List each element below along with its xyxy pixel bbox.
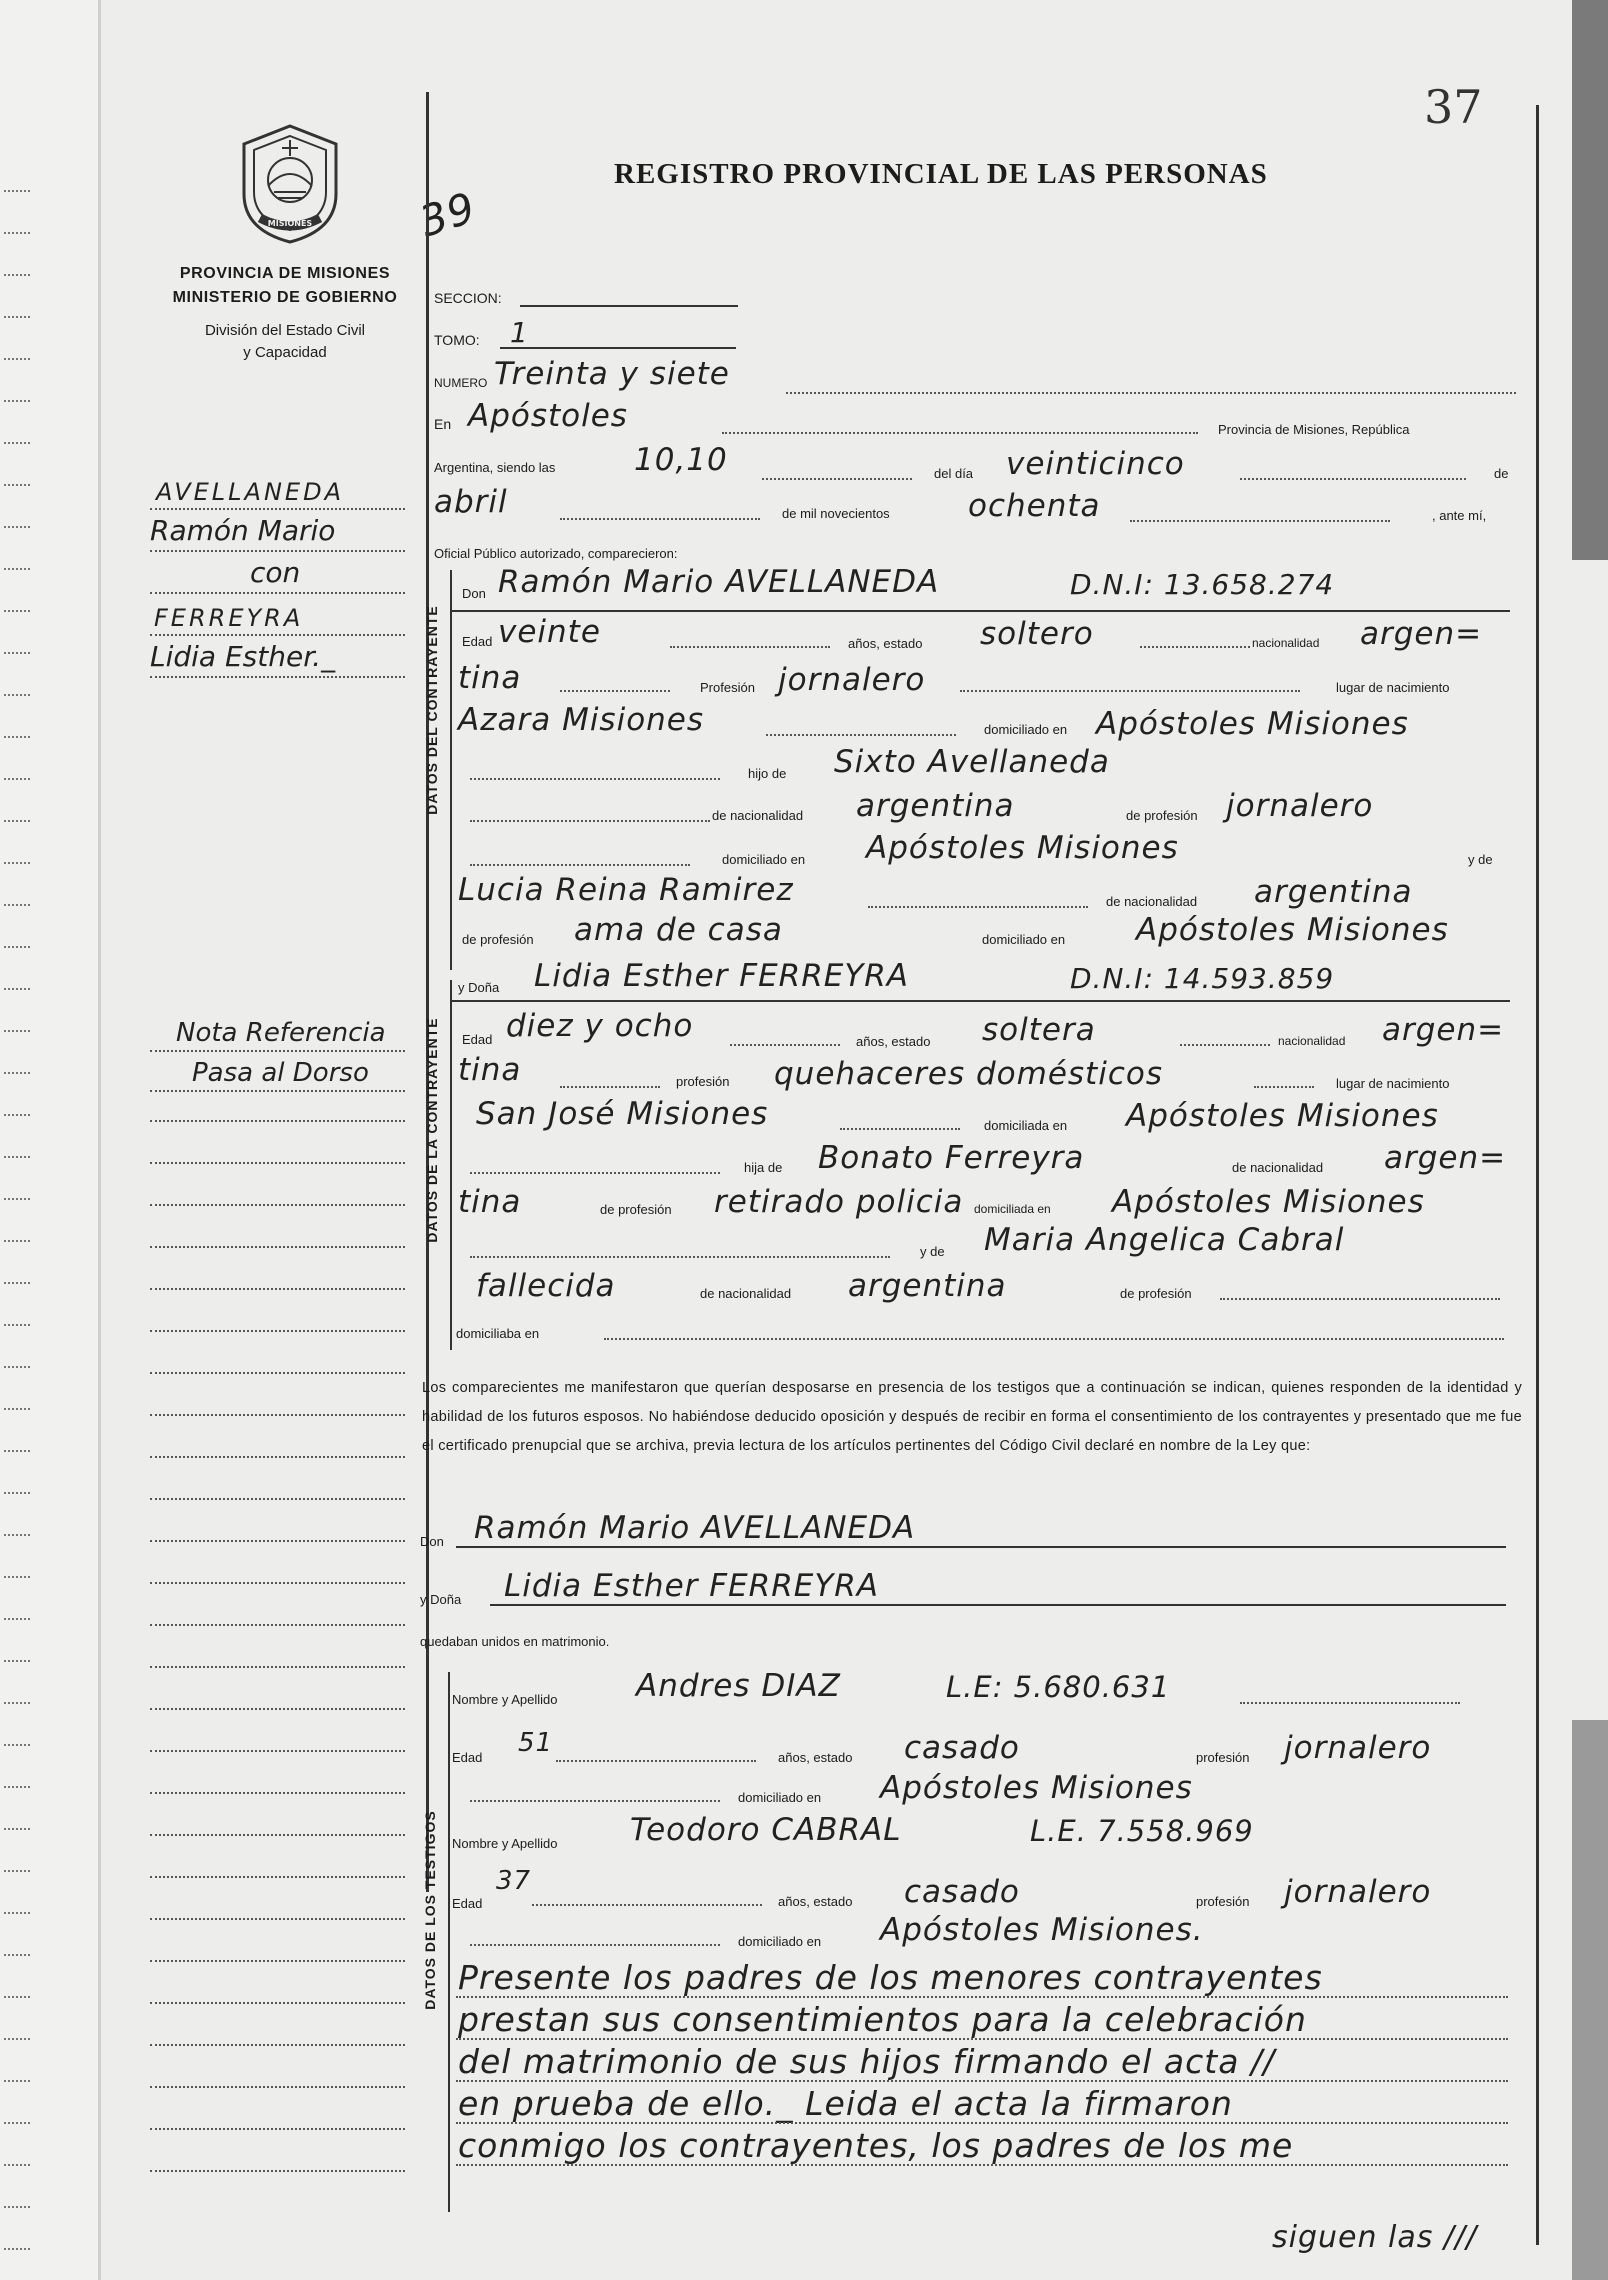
witness1-prof: jornalero bbox=[1284, 1730, 1432, 1766]
margin-rule bbox=[150, 1050, 405, 1052]
fill-line bbox=[762, 478, 912, 480]
groom-madre-prof: ama de casa bbox=[574, 912, 783, 948]
provincial-seal-icon bbox=[236, 122, 344, 246]
fill-line bbox=[604, 1338, 1504, 1340]
y-de-label: y de bbox=[920, 1244, 945, 1259]
org-line: MINISTERIO DE GOBIERNO bbox=[172, 289, 398, 306]
fill-line bbox=[1240, 1702, 1460, 1704]
fill-line bbox=[532, 1904, 762, 1906]
domiciliada-label: domiciliada en bbox=[984, 1118, 1068, 1133]
fill-line bbox=[1180, 1044, 1270, 1046]
margin-rule bbox=[150, 1246, 405, 1248]
witness2-prof: jornalero bbox=[1284, 1874, 1432, 1910]
margin-rule bbox=[150, 1750, 405, 1752]
witness2-dom: Apóstoles Misiones. bbox=[880, 1912, 1204, 1948]
strip-dash bbox=[4, 526, 30, 528]
domiciliada-label: domiciliada en bbox=[974, 1202, 1051, 1216]
profesion-label: profesión bbox=[1196, 1750, 1250, 1765]
lugar-value: Apóstoles bbox=[468, 398, 628, 434]
strip-dash bbox=[4, 1786, 30, 1788]
strip-dash bbox=[4, 2080, 30, 2082]
groom-name: Ramón Mario AVELLANEDA bbox=[498, 564, 940, 600]
hijo-de-label: hijo de bbox=[748, 766, 787, 781]
don-label: Don bbox=[462, 586, 486, 601]
underline bbox=[456, 1546, 1506, 1548]
groom-madre: Lucia Reina Ramirez bbox=[458, 872, 794, 908]
org-block bbox=[160, 262, 410, 310]
bride-lugar-nac: San José Misiones bbox=[476, 1096, 769, 1132]
fill-line bbox=[766, 734, 956, 736]
margin-rule bbox=[150, 550, 405, 552]
fill-line bbox=[560, 1086, 660, 1088]
margin-rule bbox=[150, 634, 405, 636]
witness1-estado: casado bbox=[904, 1730, 1020, 1766]
margin-rule bbox=[150, 1876, 405, 1878]
strip-dash bbox=[4, 1828, 30, 1830]
margin-rule bbox=[150, 1960, 405, 1962]
observation-rule bbox=[456, 1996, 1508, 1998]
edad-label: Edad bbox=[452, 1896, 483, 1911]
groom-nac2: tina bbox=[458, 660, 522, 696]
strip-dash bbox=[4, 946, 30, 948]
margin-rule bbox=[150, 1456, 405, 1458]
fill-line bbox=[1130, 520, 1390, 522]
fill-line bbox=[560, 690, 670, 692]
strip-dash bbox=[4, 1156, 30, 1158]
seccion-line bbox=[520, 305, 738, 307]
witness1-name: Andres DIAZ bbox=[636, 1668, 841, 1704]
margin-rule bbox=[150, 1624, 405, 1626]
strip-dash bbox=[4, 694, 30, 696]
margin-rule bbox=[150, 1090, 405, 1092]
de-profesion-label: de profesión bbox=[462, 932, 534, 947]
anio-value: ochenta bbox=[968, 488, 1101, 524]
groom-lugar-nac: Azara Misiones bbox=[458, 702, 705, 738]
strip-dash bbox=[4, 1492, 30, 1494]
bride-madre-estado: fallecida bbox=[476, 1268, 616, 1304]
tomo-label: TOMO: bbox=[434, 332, 480, 348]
margin-rule bbox=[150, 2086, 405, 2088]
argentina-label: Argentina, siendo las bbox=[434, 460, 556, 475]
groom-madre-nac: argentina bbox=[1254, 874, 1413, 910]
binding-strip bbox=[0, 0, 101, 2280]
margin-rule bbox=[150, 1540, 405, 1542]
margin-rule bbox=[150, 1288, 405, 1290]
page-edge bbox=[1572, 0, 1608, 560]
margin-rule bbox=[150, 1414, 405, 1416]
bride-dni: D.N.I: 14.593.859 bbox=[1070, 962, 1335, 995]
strip-dash bbox=[4, 1114, 30, 1116]
strip-dash bbox=[4, 1282, 30, 1284]
hija-de-label: hija de bbox=[744, 1160, 783, 1175]
bride-name: Lidia Esther FERREYRA bbox=[534, 958, 910, 994]
domiciliado-label: domiciliado en bbox=[722, 852, 806, 867]
strip-dash bbox=[4, 190, 30, 192]
margin-surname: AVELLANEDA bbox=[156, 478, 344, 506]
quedaban-label: quedaban unidos en matrimonio. bbox=[420, 1634, 610, 1649]
fill-line bbox=[722, 432, 1198, 434]
fill-line bbox=[470, 1944, 720, 1946]
domiciliado-label: domiciliado en bbox=[738, 1790, 822, 1805]
margin-rule bbox=[150, 1792, 405, 1794]
fill-line bbox=[470, 820, 710, 822]
numero-label: NUMERO bbox=[434, 376, 488, 390]
fill-line bbox=[560, 518, 760, 520]
section-label-contrayente: DATOS DEL CONTRAYENTE bbox=[424, 605, 440, 815]
svg-text:MISIONES: MISIONES bbox=[267, 219, 313, 228]
fill-line bbox=[556, 1760, 756, 1762]
fill-line bbox=[840, 1128, 960, 1130]
margin-given2: Lidia Esther._ bbox=[150, 640, 336, 673]
decl-don: Ramón Mario AVELLANEDA bbox=[474, 1510, 916, 1546]
observation-line: Presente los padres de los menores contrayentes bbox=[458, 1958, 1323, 1997]
bride-edad: diez y ocho bbox=[506, 1008, 694, 1044]
margin-rule bbox=[150, 1330, 405, 1332]
ante-mi-label: , ante mí, bbox=[1432, 508, 1487, 523]
strip-dash bbox=[4, 1996, 30, 1998]
underline bbox=[490, 1604, 1506, 1606]
margin-rule bbox=[150, 1918, 405, 1920]
strip-dash bbox=[4, 778, 30, 780]
groom-padre-nac: argentina bbox=[856, 788, 1015, 824]
decl-dona: Lidia Esther FERREYRA bbox=[504, 1568, 880, 1604]
margin-note: Nota Referencia bbox=[176, 1018, 386, 1048]
margin-rule bbox=[150, 1372, 405, 1374]
section-bracket bbox=[448, 1672, 450, 2212]
en-label: En bbox=[434, 416, 452, 432]
nacionalidad-label: nacionalidad bbox=[1252, 636, 1320, 650]
de-label: de bbox=[1494, 466, 1509, 481]
bride-padre-dom: Apóstoles Misiones bbox=[1112, 1184, 1425, 1220]
consent-paragraph: Los comparecientes me manifestaron que querían desposarse en presencia de los testigos que a continuación se indican, quienes responden de la identidad y habilidad de los futuros esposos. No habiéndose deducido oposición y después de recibir en forma el consentimiento de los contrayentes y presentado que me fue el certificado prenupcial que se archiva, previa lectura de los artículos pertinentes del Código Civil declaré en nombre de la Ley que: bbox=[422, 1380, 1522, 1454]
hora-value: 10,10 bbox=[634, 442, 728, 478]
strip-dash bbox=[4, 358, 30, 360]
strip-dash bbox=[4, 2206, 30, 2208]
strip-dash bbox=[4, 316, 30, 318]
observation-line: conmigo los contrayentes, los padres de los me bbox=[458, 2126, 1294, 2165]
strip-dash bbox=[4, 1912, 30, 1914]
nombre-apellido-label: Nombre y Apellido bbox=[452, 1836, 558, 1851]
de-profesion-label: de profesión bbox=[1126, 808, 1198, 823]
bride-padre-nac2: tina bbox=[458, 1184, 522, 1220]
witness1-dom: Apóstoles Misiones bbox=[880, 1770, 1193, 1806]
observation-line: prestan sus consentimientos para la celebración bbox=[458, 2000, 1307, 2039]
strip-dash bbox=[4, 988, 30, 990]
strip-dash bbox=[4, 1366, 30, 1368]
strip-dash bbox=[4, 232, 30, 234]
witness2-doc: L.E. 7.558.969 bbox=[1030, 1814, 1254, 1848]
lugar-nac-label: lugar de nacimiento bbox=[1336, 1076, 1450, 1091]
y-de-label: y de bbox=[1468, 852, 1493, 867]
witness2-estado: casado bbox=[904, 1874, 1020, 1910]
tomo-value: 1 bbox=[510, 316, 529, 349]
bride-domicilio: Apóstoles Misiones bbox=[1126, 1098, 1439, 1134]
provincia-label: Provincia de Misiones, República bbox=[1218, 422, 1410, 437]
bride-profesion: quehaceres domésticos bbox=[774, 1056, 1163, 1092]
strip-dash bbox=[4, 568, 30, 570]
anos-estado-label: años, estado bbox=[778, 1894, 853, 1909]
del-dia-label: del día bbox=[934, 466, 974, 481]
section-label-testigos: DATOS DE LOS TESTIGOS bbox=[422, 1810, 438, 2010]
observation-line: en prueba de ello._ Leida el acta la firmaron bbox=[458, 2084, 1233, 2123]
strip-dash bbox=[4, 610, 30, 612]
margin-rule bbox=[150, 2002, 405, 2004]
strip-dash bbox=[4, 274, 30, 276]
margin-rule bbox=[150, 1120, 405, 1122]
strip-dash bbox=[4, 652, 30, 654]
bride-madre-nac: argentina bbox=[848, 1268, 1007, 1304]
section-bracket bbox=[450, 980, 452, 1350]
fill-line bbox=[1220, 1298, 1500, 1300]
groom-padre: Sixto Avellaneda bbox=[834, 744, 1110, 780]
anos-estado-label: años, estado bbox=[856, 1034, 931, 1049]
strip-dash bbox=[4, 862, 30, 864]
bride-nac1: argen= bbox=[1382, 1012, 1505, 1048]
section-bracket bbox=[450, 570, 452, 970]
margin-rule bbox=[150, 508, 405, 510]
strip-dash bbox=[4, 1198, 30, 1200]
strip-dash bbox=[4, 1870, 30, 1872]
margin-rule bbox=[150, 1666, 405, 1668]
witness1-doc: L.E: 5.680.631 bbox=[946, 1670, 1171, 1704]
margin-rule bbox=[150, 676, 405, 678]
continuation-note: siguen las /// bbox=[1272, 2220, 1478, 2255]
strip-dash bbox=[4, 442, 30, 444]
strip-dash bbox=[4, 736, 30, 738]
section-rule bbox=[450, 1000, 1510, 1002]
strip-dash bbox=[4, 1954, 30, 1956]
org-sub-block bbox=[160, 320, 410, 364]
strip-dash bbox=[4, 2122, 30, 2124]
fill-line bbox=[1254, 1086, 1314, 1088]
org-line: División del Estado Civil bbox=[204, 322, 366, 339]
strip-dash bbox=[4, 1030, 30, 1032]
de-nacionalidad-label: de nacionalidad bbox=[712, 808, 804, 823]
anos-estado-label: años, estado bbox=[848, 636, 923, 651]
de-mil-label: de mil novecientos bbox=[782, 506, 890, 521]
margin-rule bbox=[150, 1834, 405, 1836]
strip-dash bbox=[4, 2248, 30, 2250]
bride-padre: Bonato Ferreyra bbox=[818, 1140, 1085, 1176]
strip-dash bbox=[4, 1702, 30, 1704]
groom-estado: soltero bbox=[980, 616, 1094, 652]
fill-line bbox=[730, 1044, 840, 1046]
bride-estado: soltera bbox=[982, 1012, 1096, 1048]
observation-line: del matrimonio de sus hijos firmando el acta // bbox=[458, 2042, 1276, 2081]
observation-rule bbox=[456, 2080, 1508, 2082]
groom-domicilio: Apóstoles Misiones bbox=[1096, 706, 1409, 742]
fill-line bbox=[470, 864, 690, 866]
page-title: REGISTRO PROVINCIAL DE LAS PERSONAS bbox=[614, 158, 1268, 190]
bride-padre-nac: argen= bbox=[1384, 1140, 1507, 1176]
right-margin-rule bbox=[1536, 105, 1539, 2245]
domiciliado-label: domiciliado en bbox=[982, 932, 1066, 947]
margin-rule bbox=[150, 2170, 405, 2172]
fill-line bbox=[960, 690, 1300, 692]
margin-rule bbox=[150, 1582, 405, 1584]
de-profesion-label: de profesión bbox=[1120, 1286, 1192, 1301]
edad-label: Edad bbox=[462, 1032, 493, 1047]
margin-rule bbox=[150, 2044, 405, 2046]
strip-dash bbox=[4, 1618, 30, 1620]
fill-line bbox=[470, 1800, 720, 1802]
strip-dash bbox=[4, 1324, 30, 1326]
margin-rule bbox=[150, 1162, 405, 1164]
margin-rule bbox=[150, 2128, 405, 2130]
strip-dash bbox=[4, 2164, 30, 2166]
fill-line bbox=[470, 1256, 890, 1258]
lugar-nac-label: lugar de nacimiento bbox=[1336, 680, 1450, 695]
strip-dash bbox=[4, 904, 30, 906]
org-line: PROVINCIA DE MISIONES bbox=[179, 265, 391, 282]
bride-nac2: tina bbox=[458, 1052, 522, 1088]
witness2-name: Teodoro CABRAL bbox=[630, 1812, 902, 1848]
y-dona-label: y Doña bbox=[458, 980, 500, 995]
profesion-label: Profesión bbox=[700, 680, 755, 695]
nacionalidad-label: nacionalidad bbox=[1278, 1034, 1346, 1048]
groom-edad: veinte bbox=[498, 614, 601, 650]
don-label: Don bbox=[420, 1534, 444, 1549]
strip-dash bbox=[4, 1576, 30, 1578]
strip-dash bbox=[4, 1072, 30, 1074]
profesion-label: profesión bbox=[1196, 1894, 1250, 1909]
witness1-edad: 51 bbox=[518, 1728, 554, 1758]
anos-estado-label: años, estado bbox=[778, 1750, 853, 1765]
fill-line bbox=[470, 1172, 720, 1174]
margin-note: Pasa al Dorso bbox=[192, 1058, 369, 1088]
groom-profesion: jornalero bbox=[778, 662, 926, 698]
strip-dash bbox=[4, 1660, 30, 1662]
margin-rule bbox=[150, 1708, 405, 1710]
page-number: 37 bbox=[1424, 80, 1483, 134]
strip-dash bbox=[4, 400, 30, 402]
margin-rule bbox=[150, 592, 405, 594]
seccion-label: SECCION: bbox=[434, 290, 502, 306]
strip-dash bbox=[4, 484, 30, 486]
groom-padre-dom: Apóstoles Misiones bbox=[866, 830, 1179, 866]
observation-rule bbox=[456, 2164, 1508, 2166]
strip-dash bbox=[4, 1450, 30, 1452]
de-nacionalidad-label: de nacionalidad bbox=[1106, 894, 1198, 909]
strip-dash bbox=[4, 2038, 30, 2040]
groom-madre-dom: Apóstoles Misiones bbox=[1136, 912, 1449, 948]
groom-nac1: argen= bbox=[1360, 616, 1483, 652]
strip-dash bbox=[4, 1240, 30, 1242]
de-nacionalidad-label: de nacionalidad bbox=[700, 1286, 792, 1301]
strip-dash bbox=[4, 1534, 30, 1536]
oficial-label: Oficial Público autorizado, comparecieron: bbox=[434, 546, 678, 561]
fill-line bbox=[670, 646, 830, 648]
mes-value: abril bbox=[434, 484, 508, 520]
nombre-apellido-label: Nombre y Apellido bbox=[452, 1692, 558, 1707]
fill-line bbox=[1240, 478, 1466, 480]
page-edge bbox=[1572, 1720, 1608, 2280]
marginal-number: 39 bbox=[413, 182, 482, 247]
strip-dash bbox=[4, 820, 30, 822]
witness2-edad: 37 bbox=[496, 1866, 532, 1896]
bride-madre: Maria Angelica Cabral bbox=[984, 1222, 1345, 1258]
bride-padre-prof: retirado policia bbox=[714, 1184, 964, 1220]
groom-dni: D.N.I: 13.658.274 bbox=[1070, 568, 1335, 601]
numero-value: Treinta y siete bbox=[494, 356, 730, 392]
domiciliado-label: domiciliado en bbox=[738, 1934, 822, 1949]
fill-line bbox=[1140, 646, 1250, 648]
de-nacionalidad-label: de nacionalidad bbox=[1232, 1160, 1324, 1175]
org-line: y Capacidad bbox=[243, 344, 327, 361]
y-dona-label: y Doña bbox=[420, 1592, 462, 1607]
margin-surname2: FERREYRA bbox=[154, 604, 304, 632]
observation-rule bbox=[456, 2038, 1508, 2040]
profesion-label: profesión bbox=[676, 1074, 730, 1089]
fill-line bbox=[786, 392, 1516, 394]
fill-line bbox=[470, 778, 720, 780]
observation-rule bbox=[456, 2122, 1508, 2124]
domiciliado-label: domiciliado en bbox=[984, 722, 1068, 737]
strip-dash bbox=[4, 1744, 30, 1746]
dia-value: veinticinco bbox=[1006, 446, 1185, 482]
tomo-line bbox=[500, 347, 736, 349]
edad-label: Edad bbox=[462, 634, 493, 649]
domiciliaba-label: domiciliaba en bbox=[456, 1326, 540, 1341]
margin-given: Ramón Mario bbox=[150, 514, 336, 547]
section-label-contrayente-f: DATOS DE LA CONTRAYENTE bbox=[424, 1017, 440, 1243]
margin-rule bbox=[150, 1498, 405, 1500]
section-rule bbox=[450, 610, 1510, 612]
groom-padre-prof: jornalero bbox=[1226, 788, 1374, 824]
fill-line bbox=[868, 906, 1088, 908]
margin-con: con bbox=[250, 556, 301, 589]
de-profesion-label: de profesión bbox=[600, 1202, 672, 1217]
edad-label: Edad bbox=[452, 1750, 483, 1765]
strip-dash bbox=[4, 1408, 30, 1410]
margin-rule bbox=[150, 1204, 405, 1206]
